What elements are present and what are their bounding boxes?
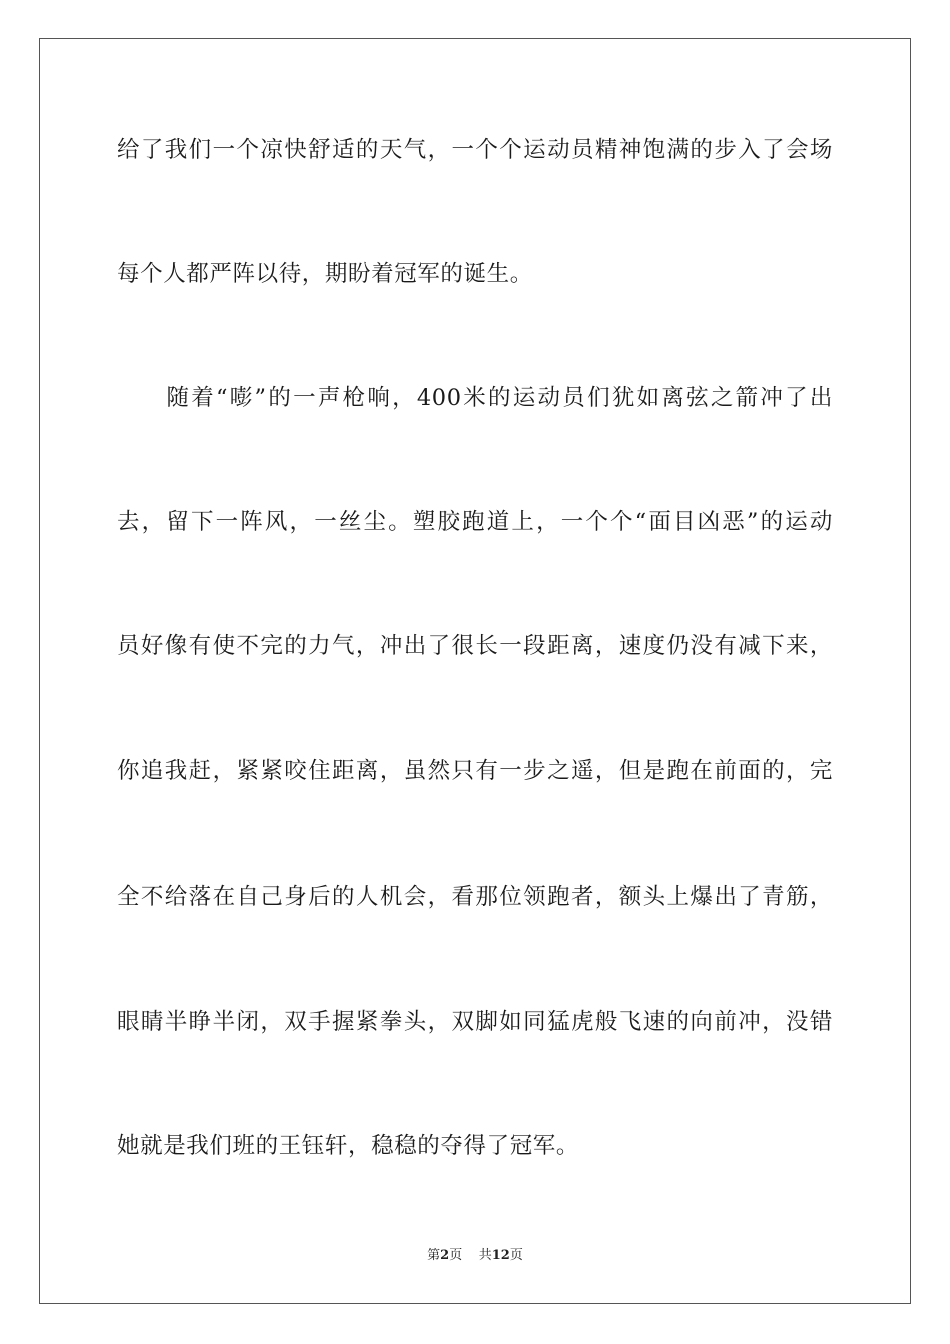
paragraph-line-6: 你追我赶，紧紧咬住距离，虽然只有一步之遥，但是跑在前面的，完	[117, 758, 833, 784]
total-pages: 12	[491, 1248, 510, 1263]
page-suffix: 页	[449, 1248, 463, 1263]
paragraph-line-7: 全不给落在自己身后的人机会，看那位领跑者，额头上爆出了青筋，	[117, 884, 833, 910]
paragraph-line-8: 眼睛半睁半闭，双手握紧拳头，双脚如同猛虎般飞速的向前冲，没错	[117, 1009, 833, 1035]
paragraph-line-9: 她就是我们班的王钰轩，稳稳的夺得了冠军。	[117, 1133, 580, 1159]
paragraph-line-5: 员好像有使不完的力气，冲出了很长一段距离，速度仍没有减下来，	[117, 633, 833, 659]
page-footer	[0, 1245, 950, 1267]
page-border	[39, 38, 911, 1304]
paragraph-line-4: 去，留下一阵风，一丝尘。塑胶跑道上，一个个“面目凶恶”的运动	[117, 509, 833, 535]
paragraph-line-2: 每个人都严阵以待，期盼着冠军的诞生。	[117, 261, 533, 287]
page-prefix: 第	[427, 1248, 441, 1263]
paragraph-line-1: 给了我们一个凉快舒适的天气，一个个运动员精神饱满的步入了会场	[117, 137, 833, 163]
paragraph-line-3: 随着“嘭”的一声枪响，400米的运动员们犹如离弦之箭冲了出	[117, 385, 833, 411]
total-prefix: 共	[478, 1248, 492, 1263]
total-suffix: 页	[509, 1248, 523, 1263]
page-number: 2	[440, 1248, 450, 1263]
